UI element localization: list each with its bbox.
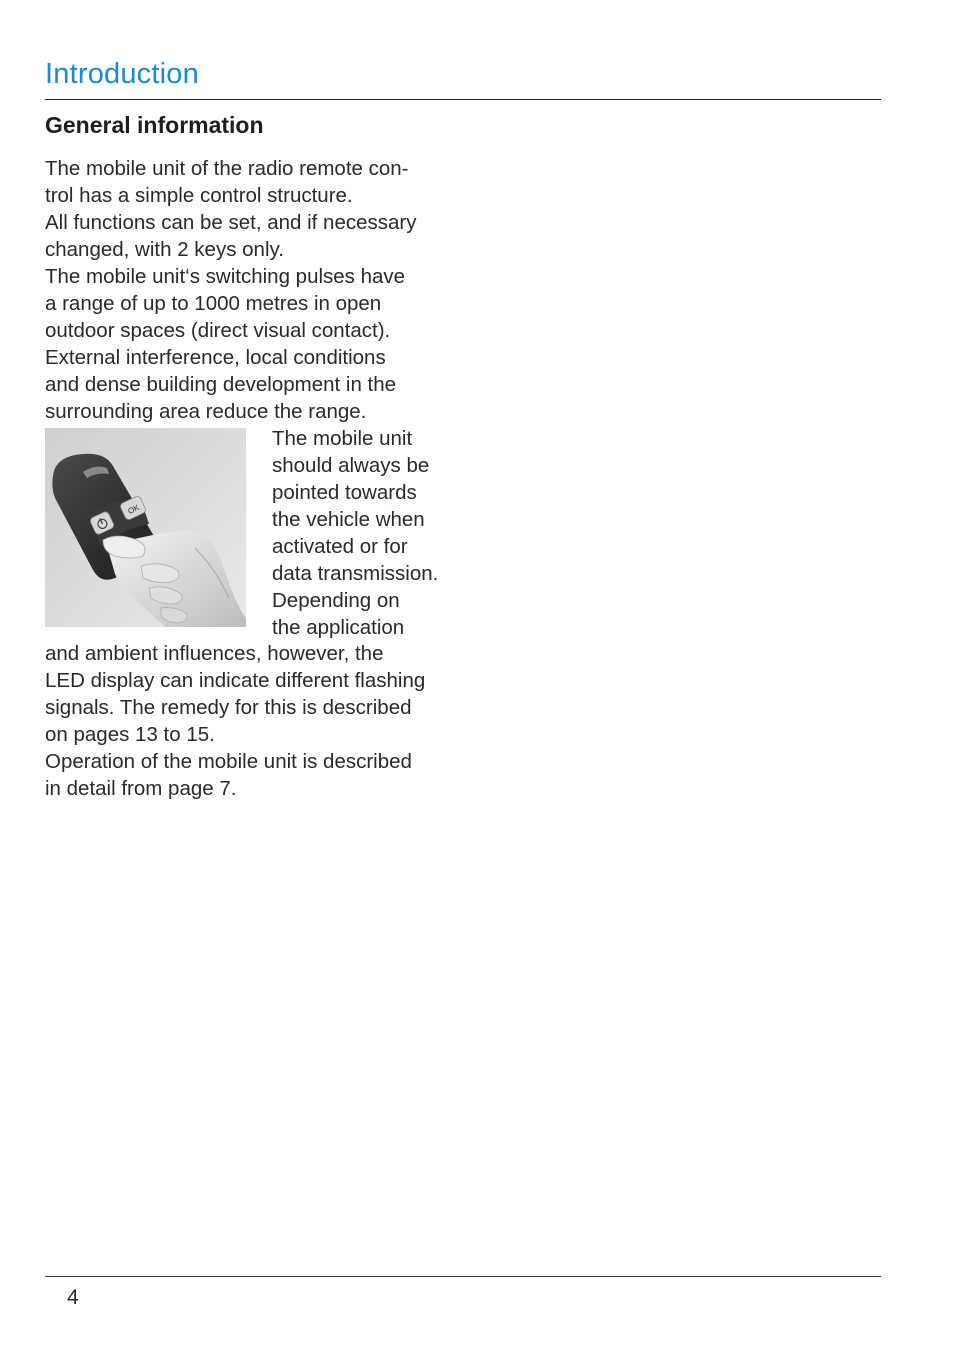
body-text-line: All functions can be set, and if necessary <box>45 211 417 234</box>
body-text-line: pointed towards <box>272 481 417 504</box>
body-text-line: External interference, local conditions <box>45 346 386 369</box>
body-text-line: in detail from page 7. <box>45 777 237 800</box>
footer-divider <box>45 1276 881 1277</box>
body-text-line: should always be <box>272 454 430 477</box>
ok-key-label: OK <box>126 502 141 516</box>
body-text-line: and ambient influences, however, the <box>45 642 384 665</box>
body-text-line: the application <box>272 616 405 639</box>
body-text-line: the vehicle when <box>272 508 425 531</box>
remote-control-photo <box>45 428 246 627</box>
body-text-line: LED display can indicate different flashing <box>45 669 426 692</box>
body-text-line: signals. The remedy for this is described <box>45 696 412 719</box>
title-divider <box>45 99 881 100</box>
body-text-line: trol has a simple control structure. <box>45 184 353 207</box>
body-text-line: and dense building development in the <box>45 373 397 396</box>
body-text-line: on pages 13 to 15. <box>45 723 215 746</box>
body-text-line: The mobile unit <box>272 427 413 450</box>
body-text-line: surrounding area reduce the range. <box>45 400 367 423</box>
body-text-line: Depending on <box>272 589 400 612</box>
body-text-line: outdoor spaces (direct visual contact). <box>45 319 391 342</box>
body-text-line: Operation of the mobile unit is described <box>45 750 412 773</box>
body-text-line: The mobile unit of the radio remote con- <box>45 157 409 180</box>
page-number: 4 <box>67 1286 79 1309</box>
remote-control-in-hand-icon <box>45 428 246 627</box>
body-text-line: activated or for <box>272 535 408 558</box>
page-title: Introduction <box>45 58 199 90</box>
body-text-line: a range of up to 1000 metres in open <box>45 292 382 315</box>
body-text-line: data transmission. <box>272 562 439 585</box>
body-text-line: changed, with 2 keys only. <box>45 238 284 261</box>
section-title: General information <box>45 112 264 138</box>
body-text-line: The mobile unit‘s switching pulses have <box>45 265 406 288</box>
